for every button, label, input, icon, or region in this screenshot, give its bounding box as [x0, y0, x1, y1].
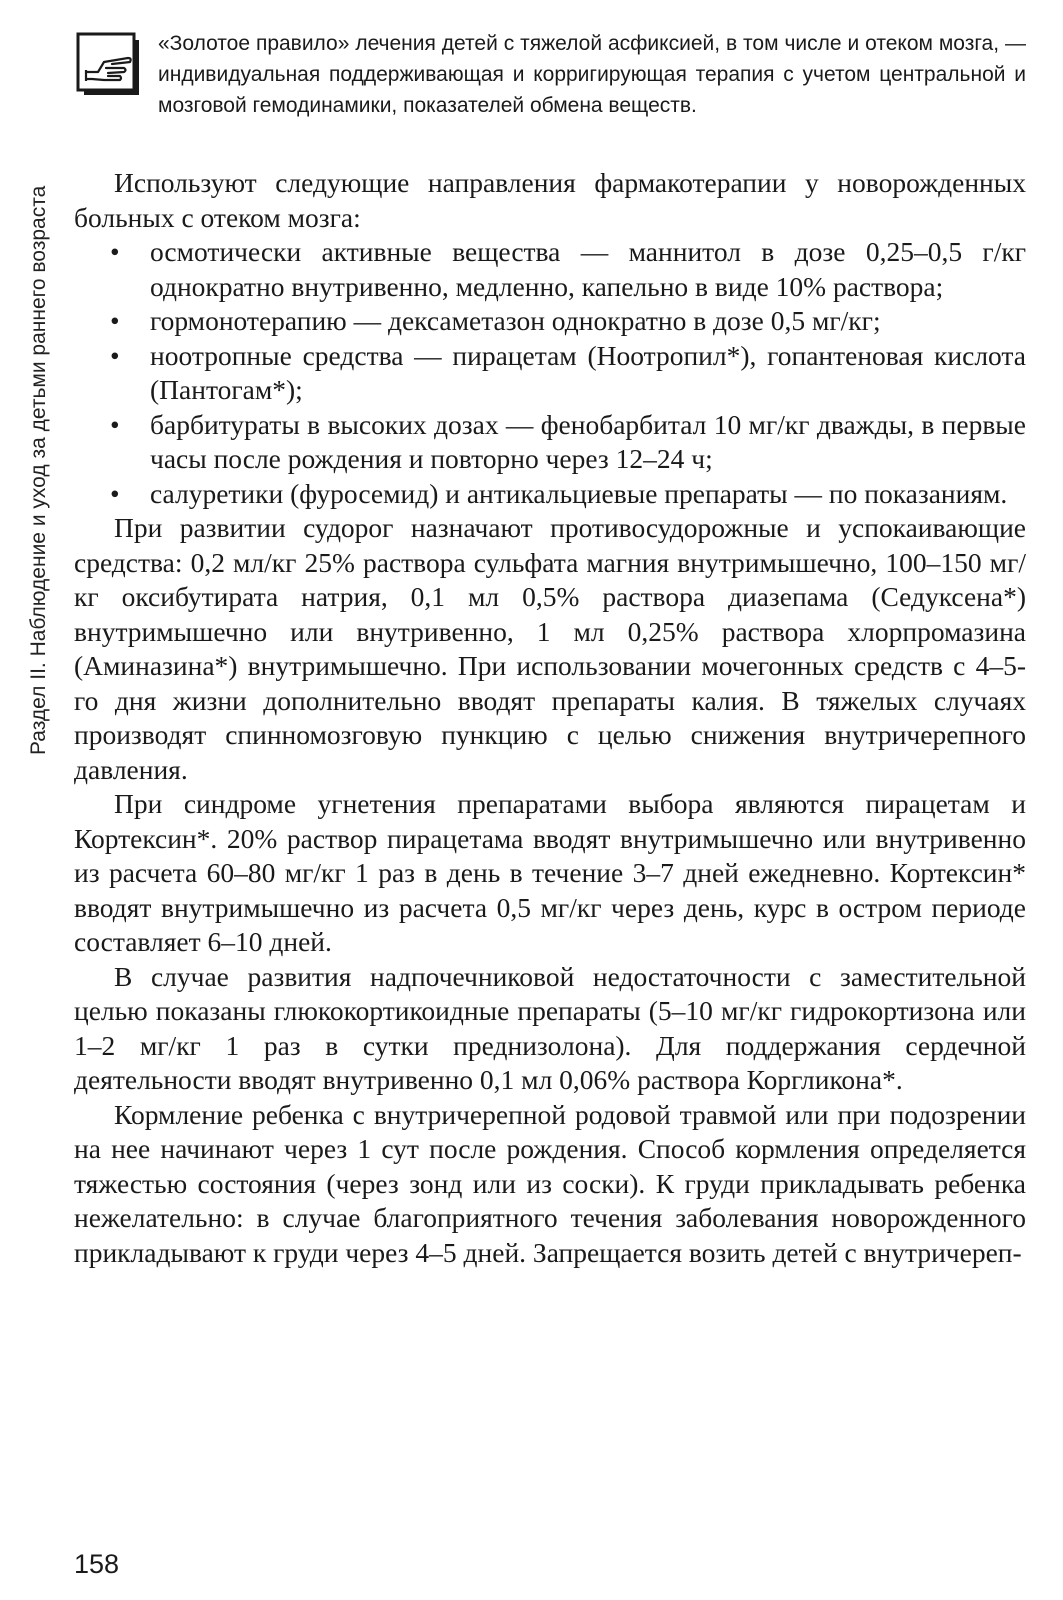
running-header: [26, 25, 56, 755]
page-number: 158: [74, 1549, 120, 1579]
body-paragraph: При синдроме угнетения препаратами выбора являются пирацетам и Кортексин*. 20% раствор пирацетама вводят внутримышечно или внутривенно из расчета 60–80 мг/кг 1 раз в день в течение 3–7 дней ежедневно. Кортексин* вводят внутримышечно из расчета 0,5 мг/кг через день, курс в остром периоде составляет 6–10 дней.: [74, 788, 1026, 957]
main-text: [74, 166, 1026, 1270]
therapy-list: [74, 235, 1026, 511]
callout-text: «Золотое правило» лечения детей с тяжелой асфиксией, в том числе и отеком мозга, — индивидуальная поддерживающая и корригирующая терапия с учетом центральной и мозговой гемодинамики, показателей обмена веществ.: [158, 32, 1026, 117]
list-item: • ноотропные средства — пирацетам (Ноотропил*), гопантеновая кислота (Пантогам*);: [110, 339, 1026, 405]
bullet: •: [110, 339, 120, 371]
body-paragraph: В случае развития надпочечниковой недостаточности с заместительной целью показаны глюкокортикоидные препараты (5–10 мг/кг гидрокортизона или 1–2 мг/кг 1 раз в сутки преднизолона). Для поддержания сердечной деятельности вводят внутривенно 0,1 мл 0,06% раствора Коргликона*.: [74, 960, 1026, 1095]
bullet: •: [110, 408, 120, 440]
body-paragraph: Кормление ребенка с внутричерепной родовой травмой или при подозрении на нее начинают через 1 сут после рождения. Способ кормления определяется тяжестью состояния (через зонд или из соски). К груди прикладывать ребенка нежелательно: в случае благоприятного течения заболевания новорожденного прикладывают к груди через 4–5 дней. Запрещается возить детей с внутричереп-: [74, 1098, 1026, 1268]
intro-paragraph: Используют следующие направления фармакотерапии у новорожденных больных с отеком мозга:: [74, 167, 1026, 233]
body-paragraph: При развитии судорог назначают противосудорожные и успокаивающие средства: 0,2 мл/кг 25% раствора сульфата магния внутримышечно, 100–150 мг/кг оксибутирата натрия, 0,1 мл 0,5% раствора диазепама (Седуксена*) внутримышечно или внутривенно, 1 мл 0,25% раствора хлорпромазина (Аминазина*) внутримышечно. При использовании мочегонных средств с 4–5-го дня жизни дополнительно вводят препараты калия. В тяжелых случаях производят спинномозговую пункцию с целью снижения внутричерепного давления.: [74, 512, 1026, 785]
golden-rule-callout: [76, 28, 1026, 158]
list-item: • осмотически активные вещества — маннитол в дозе 0,25–0,5 г/кг однократно внутривенно, медленно, капельно в виде 10% раствора;: [110, 236, 1026, 302]
pointing-hand-icon: [76, 32, 140, 96]
bullet: •: [110, 305, 120, 336]
bullet: •: [110, 477, 120, 509]
bullet: •: [110, 236, 120, 267]
list-item: • салуретики (фуросемид) и антикальциевые препараты — по показаниям.: [74, 477, 1026, 512]
running-header-text: Раздел II. Наблюдение и уход за детьми раннего возраста: [27, 185, 50, 755]
list-item: • барбитураты в высоких дозах — фенобарбитал 10 мг/кг дважды, в первые часы после рождения и повторно через 12–24 ч;: [110, 408, 1026, 474]
list-item: • гормонотерапию — дексаметазон однократно в дозе 0,5 мг/кг;: [74, 304, 1026, 339]
